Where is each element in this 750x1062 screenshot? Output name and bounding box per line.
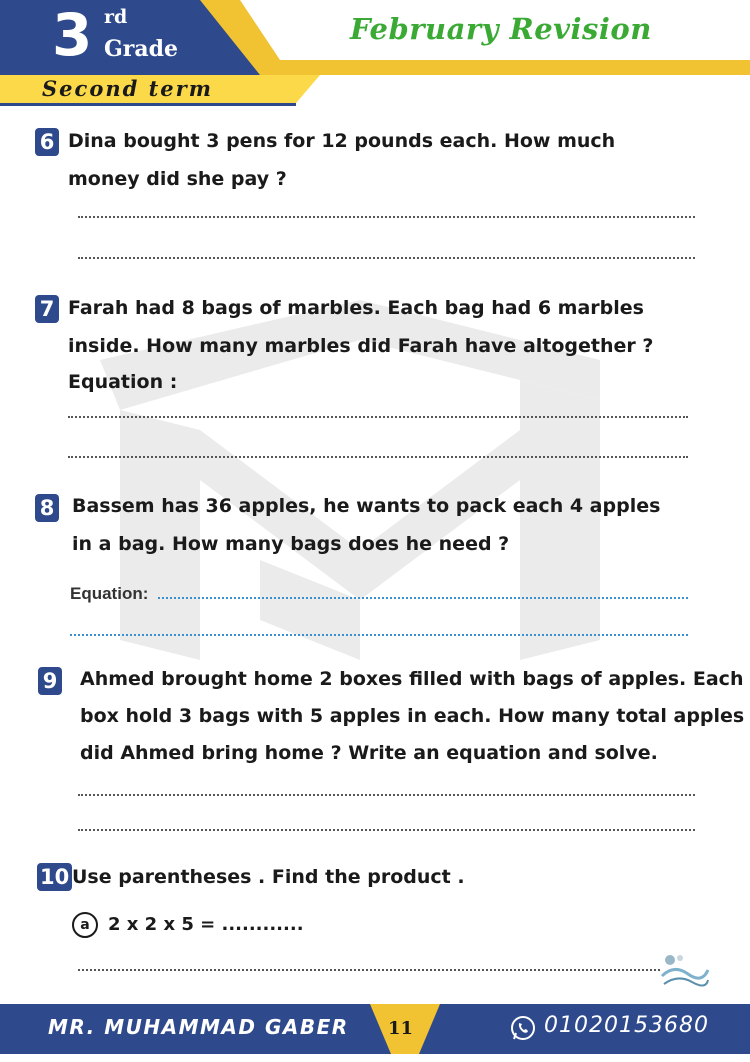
question-8-line-2: in a bag. How many bags does he need ? — [72, 533, 510, 555]
answer-line — [68, 416, 688, 418]
part-a-expression: 2 x 2 x 5 = ............ — [108, 914, 304, 935]
page-number: 11 — [388, 1018, 414, 1039]
whatsapp-icon — [510, 1015, 536, 1041]
term-label: Second term — [42, 76, 213, 101]
answer-line — [78, 257, 695, 259]
question-10-line-1: Use parentheses . Find the product . — [72, 866, 465, 888]
question-7-line-1: Farah had 8 bags of marbles. Each bag had 6 marbles — [68, 297, 644, 319]
question-8-line-1: Bassem has 36 apples, he wants to pack each 4 apples — [72, 495, 661, 517]
question-9-line-1: Ahmed brought home 2 boxes filled with bags of apples. Each — [80, 668, 744, 690]
grade-number: 3 — [52, 1, 93, 69]
publisher-logo — [658, 950, 710, 990]
teacher-name: MR. MUHAMMAD GABER — [48, 1015, 349, 1039]
question-10-number: 10 — [37, 863, 72, 891]
question-6-number: 6 — [35, 128, 59, 156]
question-6-line-2: money did she pay ? — [68, 168, 287, 190]
grade-suffix: rd — [104, 6, 128, 28]
question-6-line-1: Dina bought 3 pens for 12 pounds each. How much — [68, 130, 616, 152]
answer-line — [78, 829, 695, 831]
phone-number: 01020153680 — [544, 1013, 709, 1038]
watermark-logo — [60, 300, 620, 680]
question-9-line-3: did Ahmed bring home ? Write an equation and solve. — [80, 742, 658, 764]
question-9-line-2: box hold 3 bags with 5 apples in each. How many total apples — [80, 705, 745, 727]
question-9-number: 9 — [38, 667, 62, 695]
answer-line — [70, 634, 688, 636]
answer-line — [78, 216, 695, 218]
answer-line — [158, 597, 688, 599]
question-7-line-2: inside. How many marbles did Farah have altogether ? — [68, 335, 654, 357]
page-title: February Revision — [350, 12, 652, 46]
part-a-marker: a — [72, 912, 98, 938]
term-underline — [0, 103, 296, 106]
answer-line — [68, 456, 688, 458]
answer-line — [78, 969, 660, 971]
answer-line — [78, 794, 695, 796]
question-8-number: 8 — [35, 494, 59, 522]
grade-word: Grade — [104, 36, 179, 62]
question-7-equation-label: Equation : — [68, 371, 178, 393]
question-7-number: 7 — [35, 295, 59, 323]
question-8-equation-label: Equation: — [70, 584, 149, 603]
